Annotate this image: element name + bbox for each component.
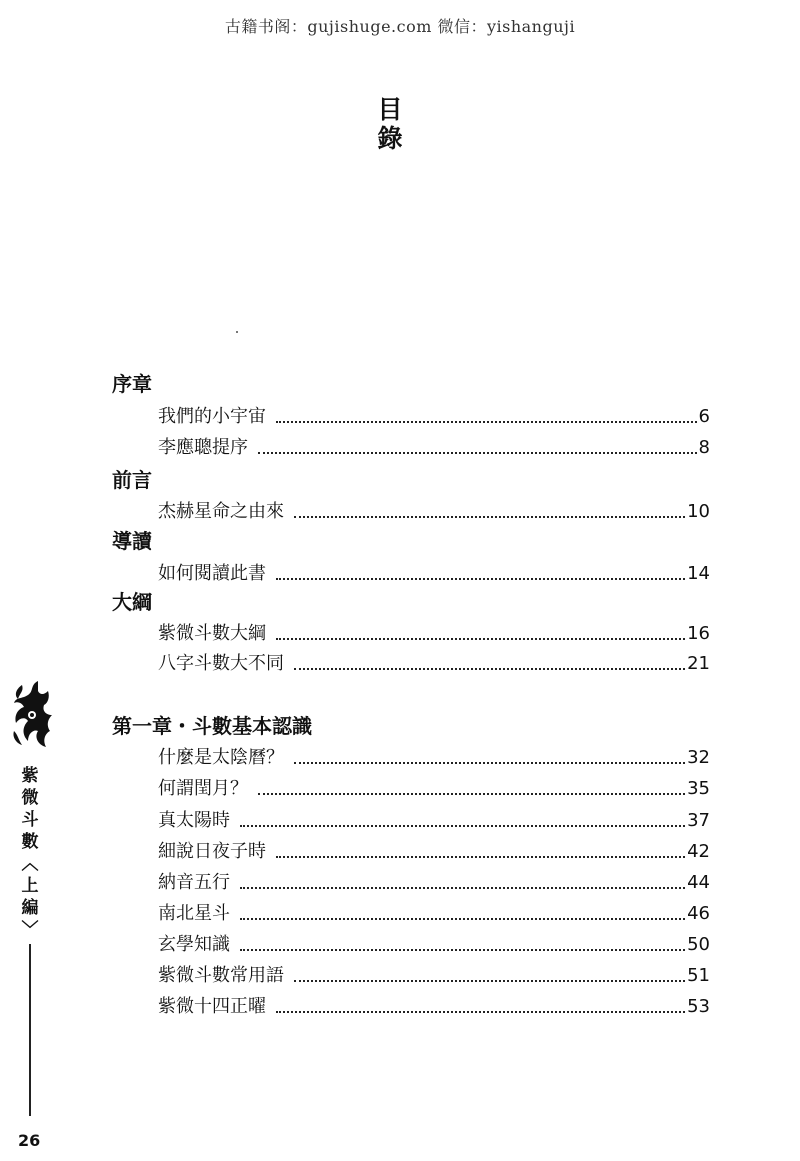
entry-page: 16 [687,623,710,644]
side-title-char: ﹀ [21,920,39,940]
toc-entry[interactable] [158,652,710,676]
dot-leader [294,515,685,518]
entry-page: 10 [687,501,710,522]
entry-label: 李應聰提序 [158,437,248,458]
side-title-char: 紫 [21,766,39,786]
side-title-char: 編 [21,898,39,918]
title-char: 錄 [377,124,403,153]
toc-entry[interactable] [158,562,710,586]
entry-label: 真太陽時 [158,810,230,831]
margin-rule [29,944,31,1116]
section-heading[interactable]: 前言 [112,468,152,492]
toc-entry[interactable] [158,964,710,988]
toc-entry[interactable] [158,995,710,1019]
entry-label: 紫微斗數大綱 [158,623,266,644]
section-heading[interactable]: 第一章・斗數基本認識 [112,714,312,738]
toc-entry[interactable] [158,746,710,770]
book-title-vertical [19,765,41,941]
section-heading[interactable]: 序章 [112,372,152,396]
entry-page: 14 [687,563,710,584]
entry-label: 紫微斗數常用語 [158,965,284,986]
side-title-char: 斗 [21,810,39,830]
section-heading[interactable]: 大綱 [112,590,152,614]
entry-page: 42 [687,841,710,862]
entry-page: 53 [687,996,710,1017]
entry-page: 32 [687,747,710,768]
entry-page: 46 [687,903,710,924]
side-title-char: 上 [21,876,39,896]
toc-entry[interactable] [158,902,710,926]
entry-label: 杰赫星命之由來 [158,501,284,522]
toc-entry[interactable] [158,405,710,429]
dot-leader [240,917,685,920]
dot-leader [294,979,685,982]
dot-leader [276,855,685,858]
entry-label: 納音五行 [158,872,230,893]
toc-entry[interactable] [158,622,710,646]
entry-label: 南北星斗 [158,903,230,924]
section-heading[interactable]: 導讀 [112,529,152,553]
entry-page: 44 [687,872,710,893]
dot-leader [276,1010,685,1013]
entry-label: 何謂閏月？ [158,778,248,799]
entry-label: 什麼是太陰曆？ [158,747,284,768]
entry-page: 35 [687,778,710,799]
entry-page: 51 [687,965,710,986]
entry-label: 紫微十四正曜 [158,996,266,1017]
side-title-char: 數 [21,832,39,852]
dot-leader [276,420,697,423]
title-char: 目 [377,95,403,124]
dot-leader [294,761,685,764]
dot-leader [258,451,697,454]
toc-entry[interactable] [158,777,710,801]
entry-page: 8 [698,437,710,458]
entry-page: 50 [687,934,710,955]
page-number: 26 [18,1131,41,1150]
toc-entry[interactable] [158,436,710,460]
dot-leader [240,824,685,827]
entry-page: 37 [687,810,710,831]
entry-page: 21 [687,653,710,674]
toc-entry[interactable] [158,840,710,864]
entry-label: 細說日夜子時 [158,841,266,862]
watermark: 古籍书阁：gujishuge.com 微信：yishanguji [224,17,576,36]
entry-label: 八字斗數大不同 [158,653,284,674]
dot-leader [240,886,685,889]
toc-entry[interactable] [158,500,710,524]
side-title-char: 微 [21,788,39,808]
entry-label: 我們的小宇宙 [158,406,266,427]
entry-label: 玄學知識 [158,934,230,955]
entry-page: 6 [698,406,710,427]
entry-label: 如何閱讀此書 [158,563,266,584]
toc-entry[interactable] [158,809,710,833]
dot-leader [276,637,685,640]
toc-entry[interactable] [158,871,710,895]
dot-leader [294,667,685,670]
dot-leader [240,948,685,951]
dot-leader [258,792,685,795]
dot-leader [276,577,685,580]
phoenix-emblem-icon [8,675,54,751]
toc-entry[interactable] [158,933,710,957]
side-title-char: ︿ [21,854,39,874]
